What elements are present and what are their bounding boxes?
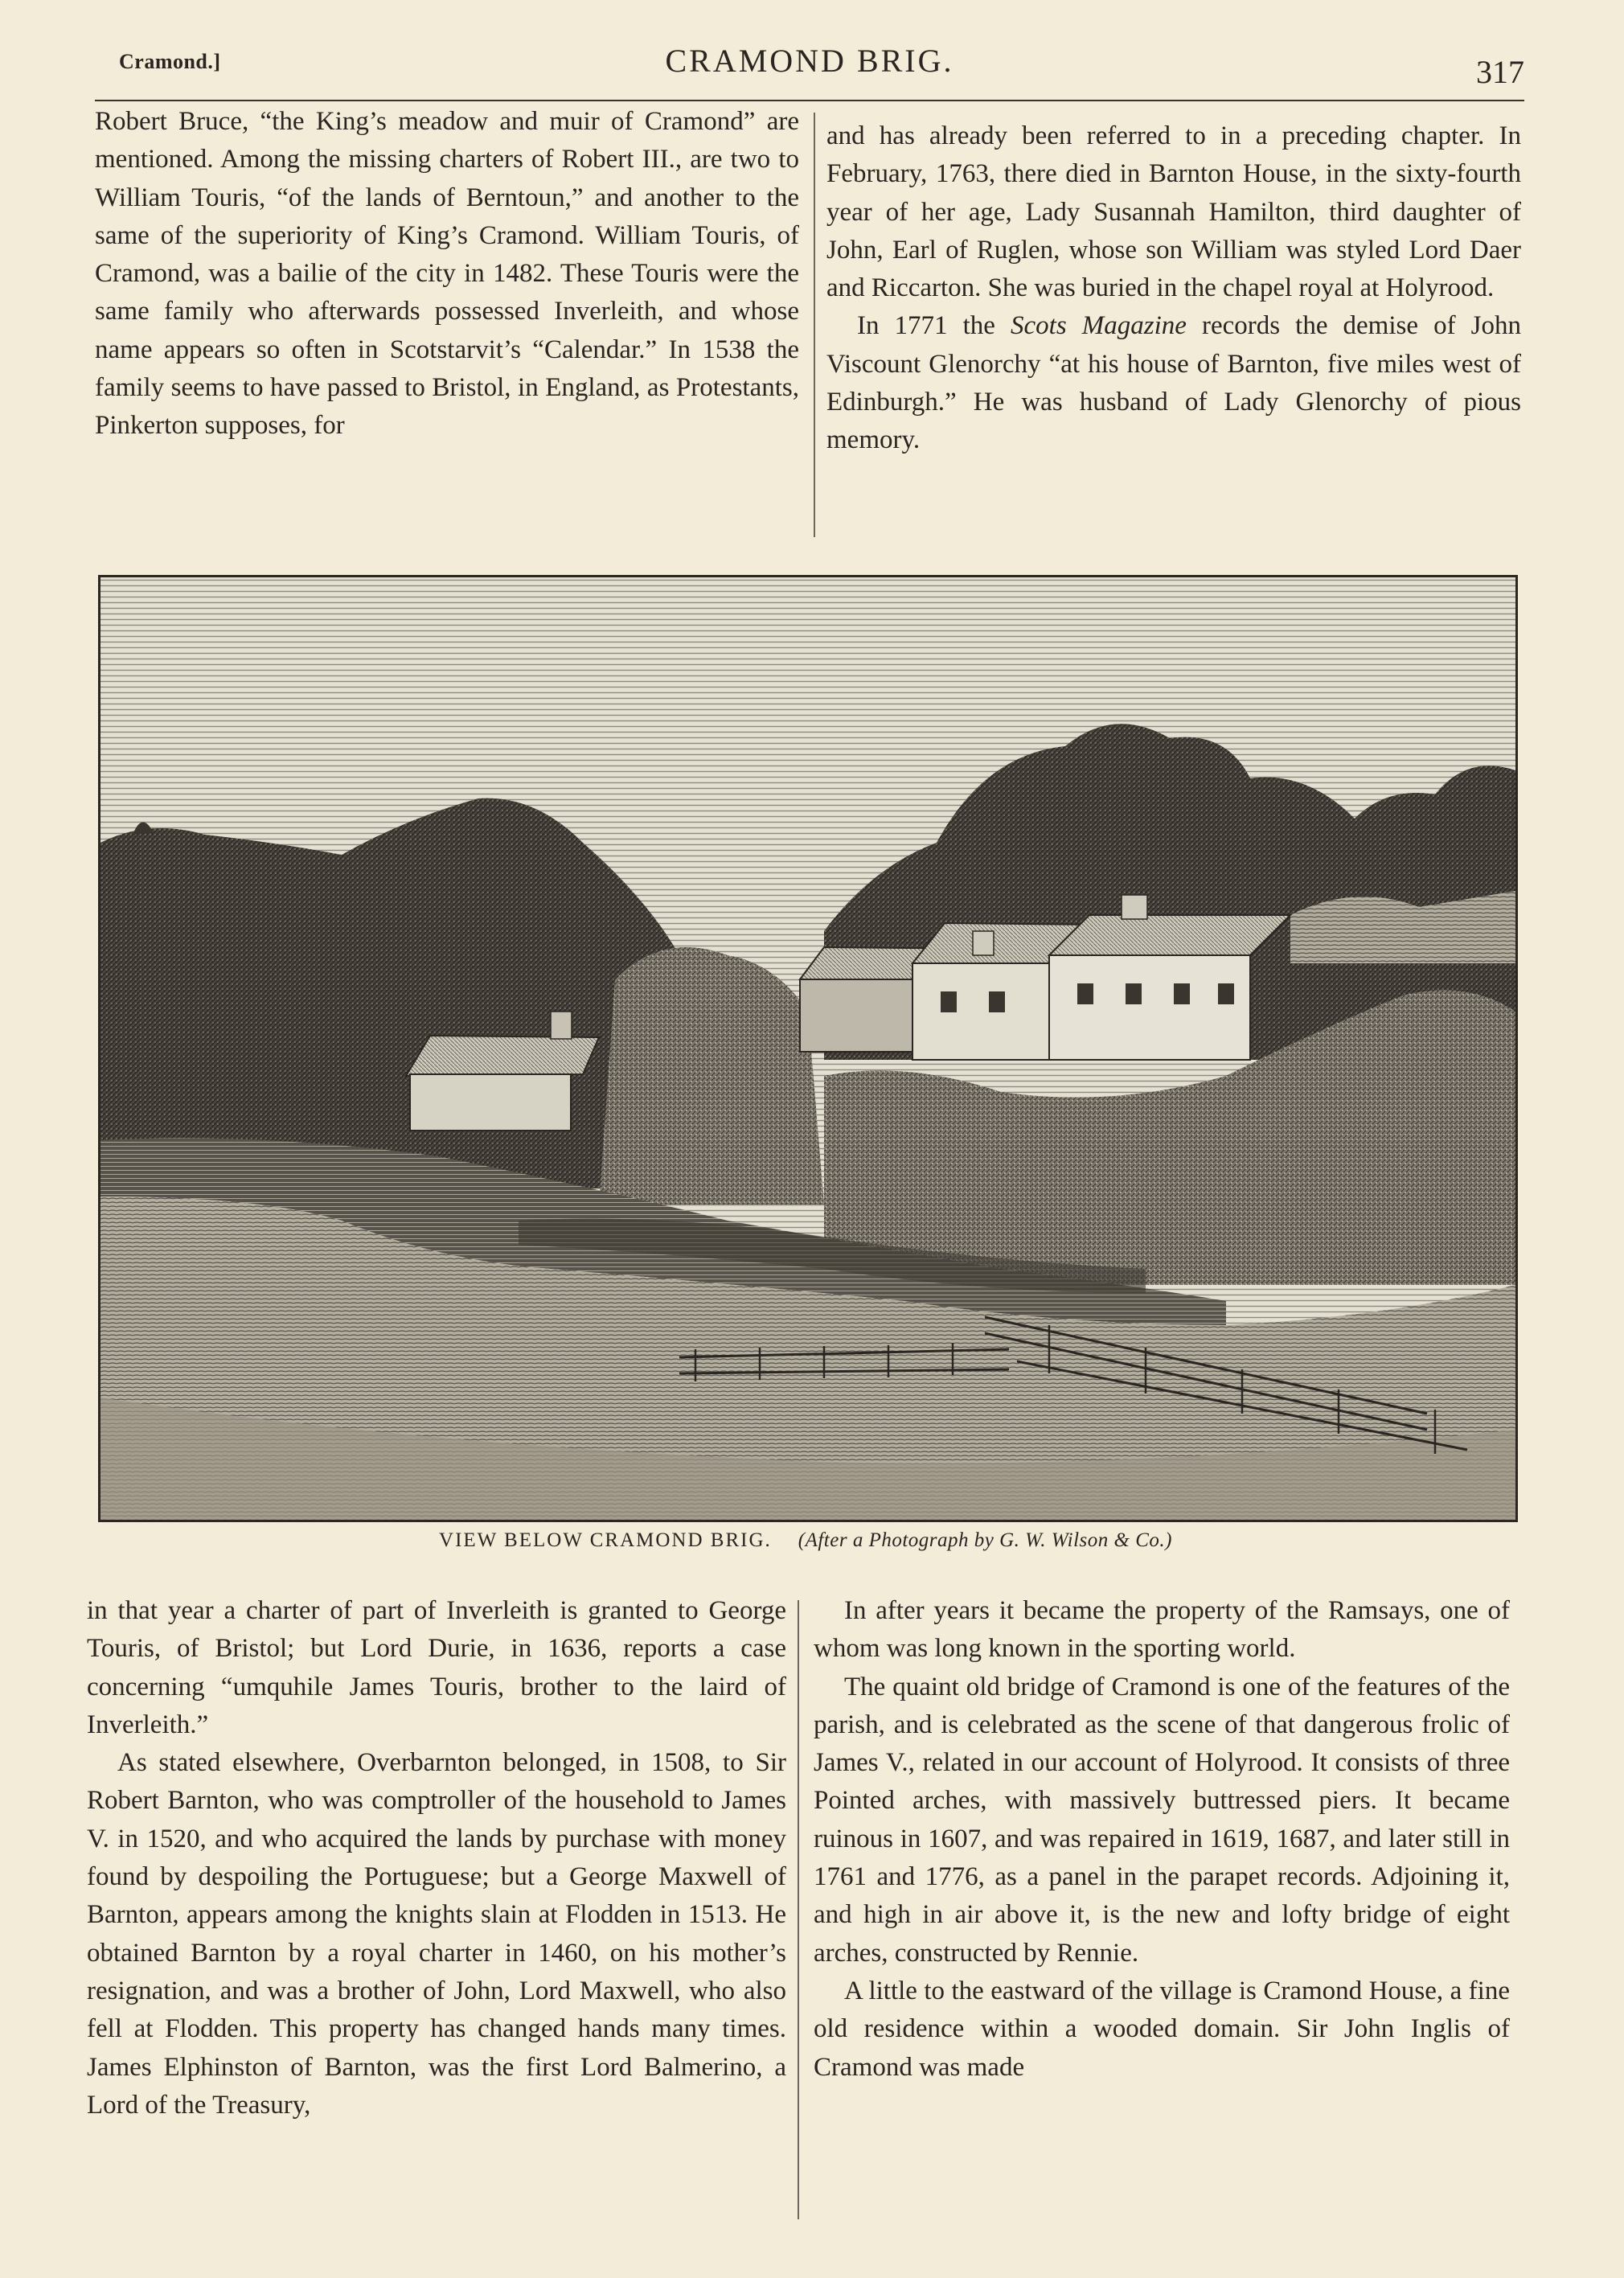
figure-caption xyxy=(98,1529,1513,1552)
river-village-engraving xyxy=(100,577,1515,1520)
paragraph: As stated elsewhere, Overbarnton belonged, in 1508, to Sir Robert Barnton, who was comptroller of the household to James V. in 1520, and who acquired the lands by purchase with money found by despoiling the Portuguese; but a George Maxwell of Barnton, appears among the knights slain at Flodden in 1513. He obtained Barnton by a royal charter in 1460, on his mother’s resignation, and was a brother of John, Lord Maxwell, who also fell at Flodden. This property has changed hands many times. James Elphinston of Barnton, was the first Lord Balmerino, a Lord of the Treasury, xyxy=(87,1748,786,2120)
running-header xyxy=(95,42,1524,101)
bottom-left-column xyxy=(87,1592,786,2124)
paragraph xyxy=(826,307,1521,459)
top-left-column xyxy=(95,103,799,445)
column-rule-top xyxy=(814,113,815,537)
caption-credit: (After a Photograph by G. W. Wilson & Co.) xyxy=(798,1529,1172,1551)
paragraph: In after years it became the property of the Ramsays, one of whom was long known in the sporting world. xyxy=(814,1596,1510,1664)
running-head-left: Cramond.] xyxy=(119,50,221,73)
periodical-title: Scots Magazine xyxy=(1011,311,1187,341)
engraving-illustration xyxy=(98,575,1518,1522)
paragraph: The quaint old bridge of Cramond is one of the features of the parish, and is celebrated as the scene of that dangerous frolic of James V., related in our account of Holyrood. It consists of three Pointed arches, with massively buttressed piers. It became ruinous in 1607, and was repaired in 1619, 1687, and later still in 1761 and 1776, as a panel in the parapet records. Adjoining it, and high in air above it, is the new and lofty bridge of eight arches, constructed by Rennie. xyxy=(814,1672,1510,1968)
paragraph: and has already been referred to in a preceding chapter. In February, 1763, there died in Barnton House, in the sixty-fourth year of her age, Lady Susannah Hamilton, third daughter of John, Earl of Ruglen, whose son William was styled Lord Daer and Riccarton. She was buried in the chapel royal at Holyrood. xyxy=(826,121,1521,303)
paragraph: in that year a charter of part of Inverleith is granted to George Touris, of Bristol; but Lord Durie, in 1636, reports a case concerning “umquhile James Touris, brother to the laird of Inverleith.” xyxy=(87,1596,786,1739)
running-title: CRAMOND BRIG. xyxy=(665,43,954,79)
bottom-right-column xyxy=(814,1592,1510,2087)
paragraph: A little to the eastward of the village is Cramond House, a fine old residence within a wooded domain. Sir John Inglis of Cramond was made xyxy=(814,1976,1510,2082)
caption-title: VIEW BELOW CRAMOND BRIG. xyxy=(439,1529,772,1551)
page-number: 317 xyxy=(1476,54,1524,90)
text-run: In 1771 the xyxy=(857,311,1011,341)
column-rule-bottom xyxy=(798,1600,799,2219)
top-right-column xyxy=(826,117,1521,460)
text-run: records the demise of John Viscount Glenorchy “at his house of Barnton, five miles west of Edinburgh.” He was husband of Lady Glenorchy of pious memory. xyxy=(826,311,1521,455)
paragraph: Robert Bruce, “the King’s meadow and muir of Cramond” are mentioned. Among the missing charters of Robert III., are two to William Touris, “of the lands of Berntoun,” and another to the same of the superiority of King’s Cramond. William Touris, of Cramond, was a bailie of the city in 1482. These Touris were the same family who afterwards possessed Inverleith, and whose name appears so often in Scotstarvit’s “Calendar.” In 1538 the family seems to have passed to Bristol, in England, as Protestants, Pinkerton supposes, for xyxy=(95,107,799,441)
